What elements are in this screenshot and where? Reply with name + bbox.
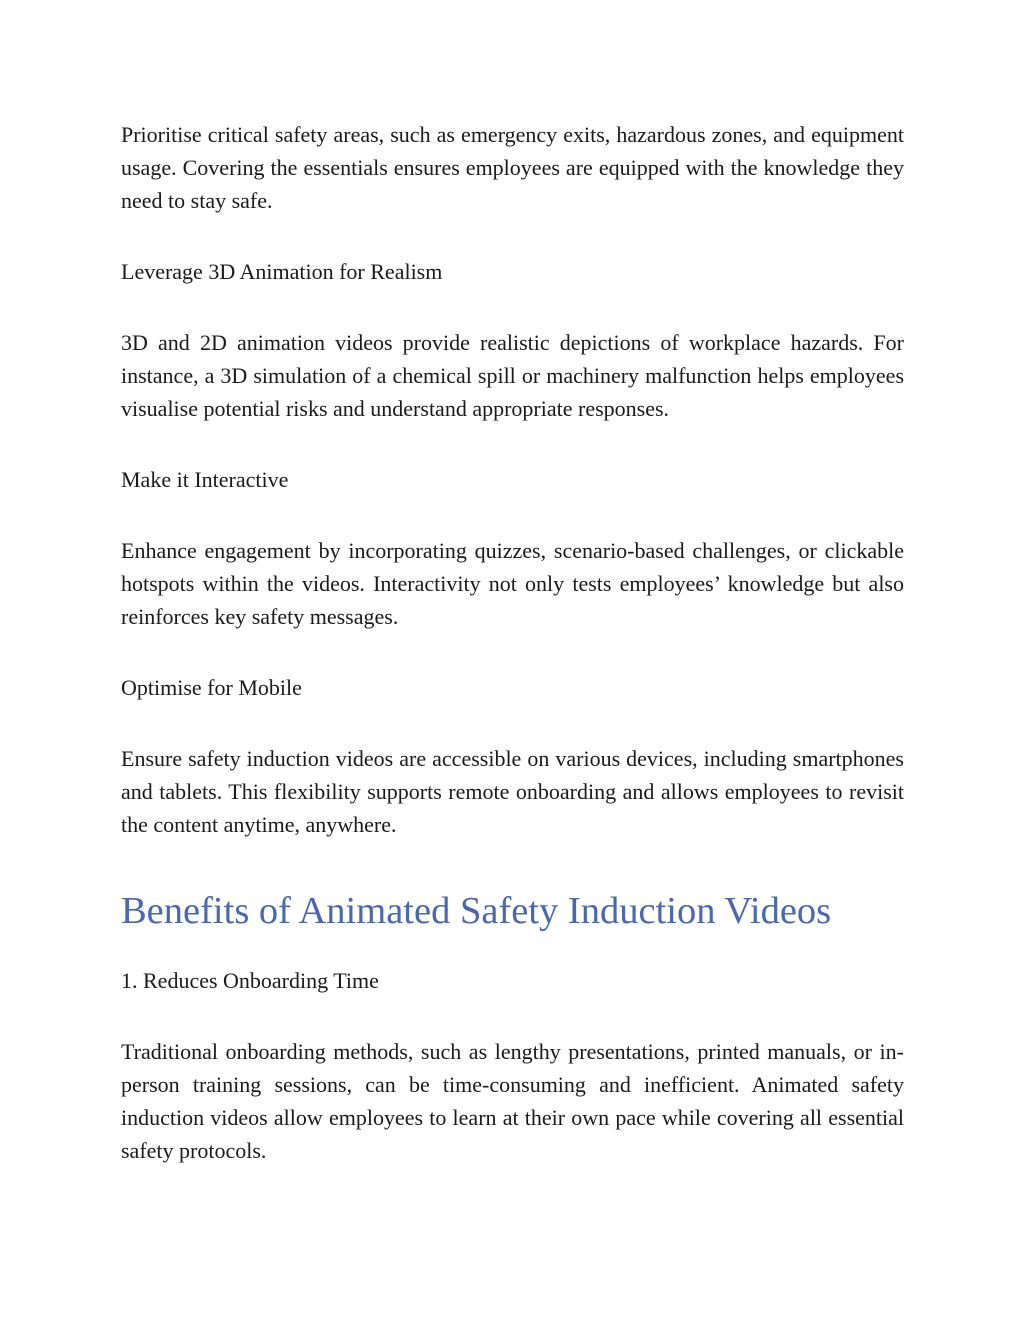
subheading-mobile: Optimise for Mobile xyxy=(121,675,302,700)
paragraph-prioritise: Prioritise critical safety areas, such as emergency exits, hazardous zones, and equipment usage. Covering the essentials ensures employees are equipped with the knowledge they need to stay safe. xyxy=(121,122,904,213)
subheading-interactive: Make it Interactive xyxy=(121,467,289,492)
paragraph-mobile: Ensure safety induction videos are accessible on various devices, including smartphones and tablets. This flexibility supports remote onboarding and allows employees to revisit the content anytime, anywhere. xyxy=(121,746,904,837)
document-page xyxy=(121,118,904,1205)
paragraph-3d-animation: 3D and 2D animation videos provide realistic depictions of workplace hazards. For instance, a 3D simulation of a chemical spill or machinery malfunction helps employees visualise potential risks and understand appropriate responses. xyxy=(121,330,904,421)
subheading-reduces-onboarding: 1. Reduces Onboarding Time xyxy=(121,968,379,993)
paragraph-interactive: Enhance engagement by incorporating quizzes, scenario-based challenges, or clickable hotspots within the videos. Interactivity not only tests employees’ knowledge but also reinforces key safety messages. xyxy=(121,538,904,629)
paragraph-traditional-onboarding: Traditional onboarding methods, such as lengthy presentations, printed manuals, or in-person training sessions, can be time-consuming and inefficient. Animated safety induction videos allow employees to learn at their own pace while covering all essential safety protocols. xyxy=(121,1039,904,1163)
heading-benefits: Benefits of Animated Safety Induction Videos xyxy=(121,890,832,932)
subheading-3d-animation: Leverage 3D Animation for Realism xyxy=(121,259,443,284)
